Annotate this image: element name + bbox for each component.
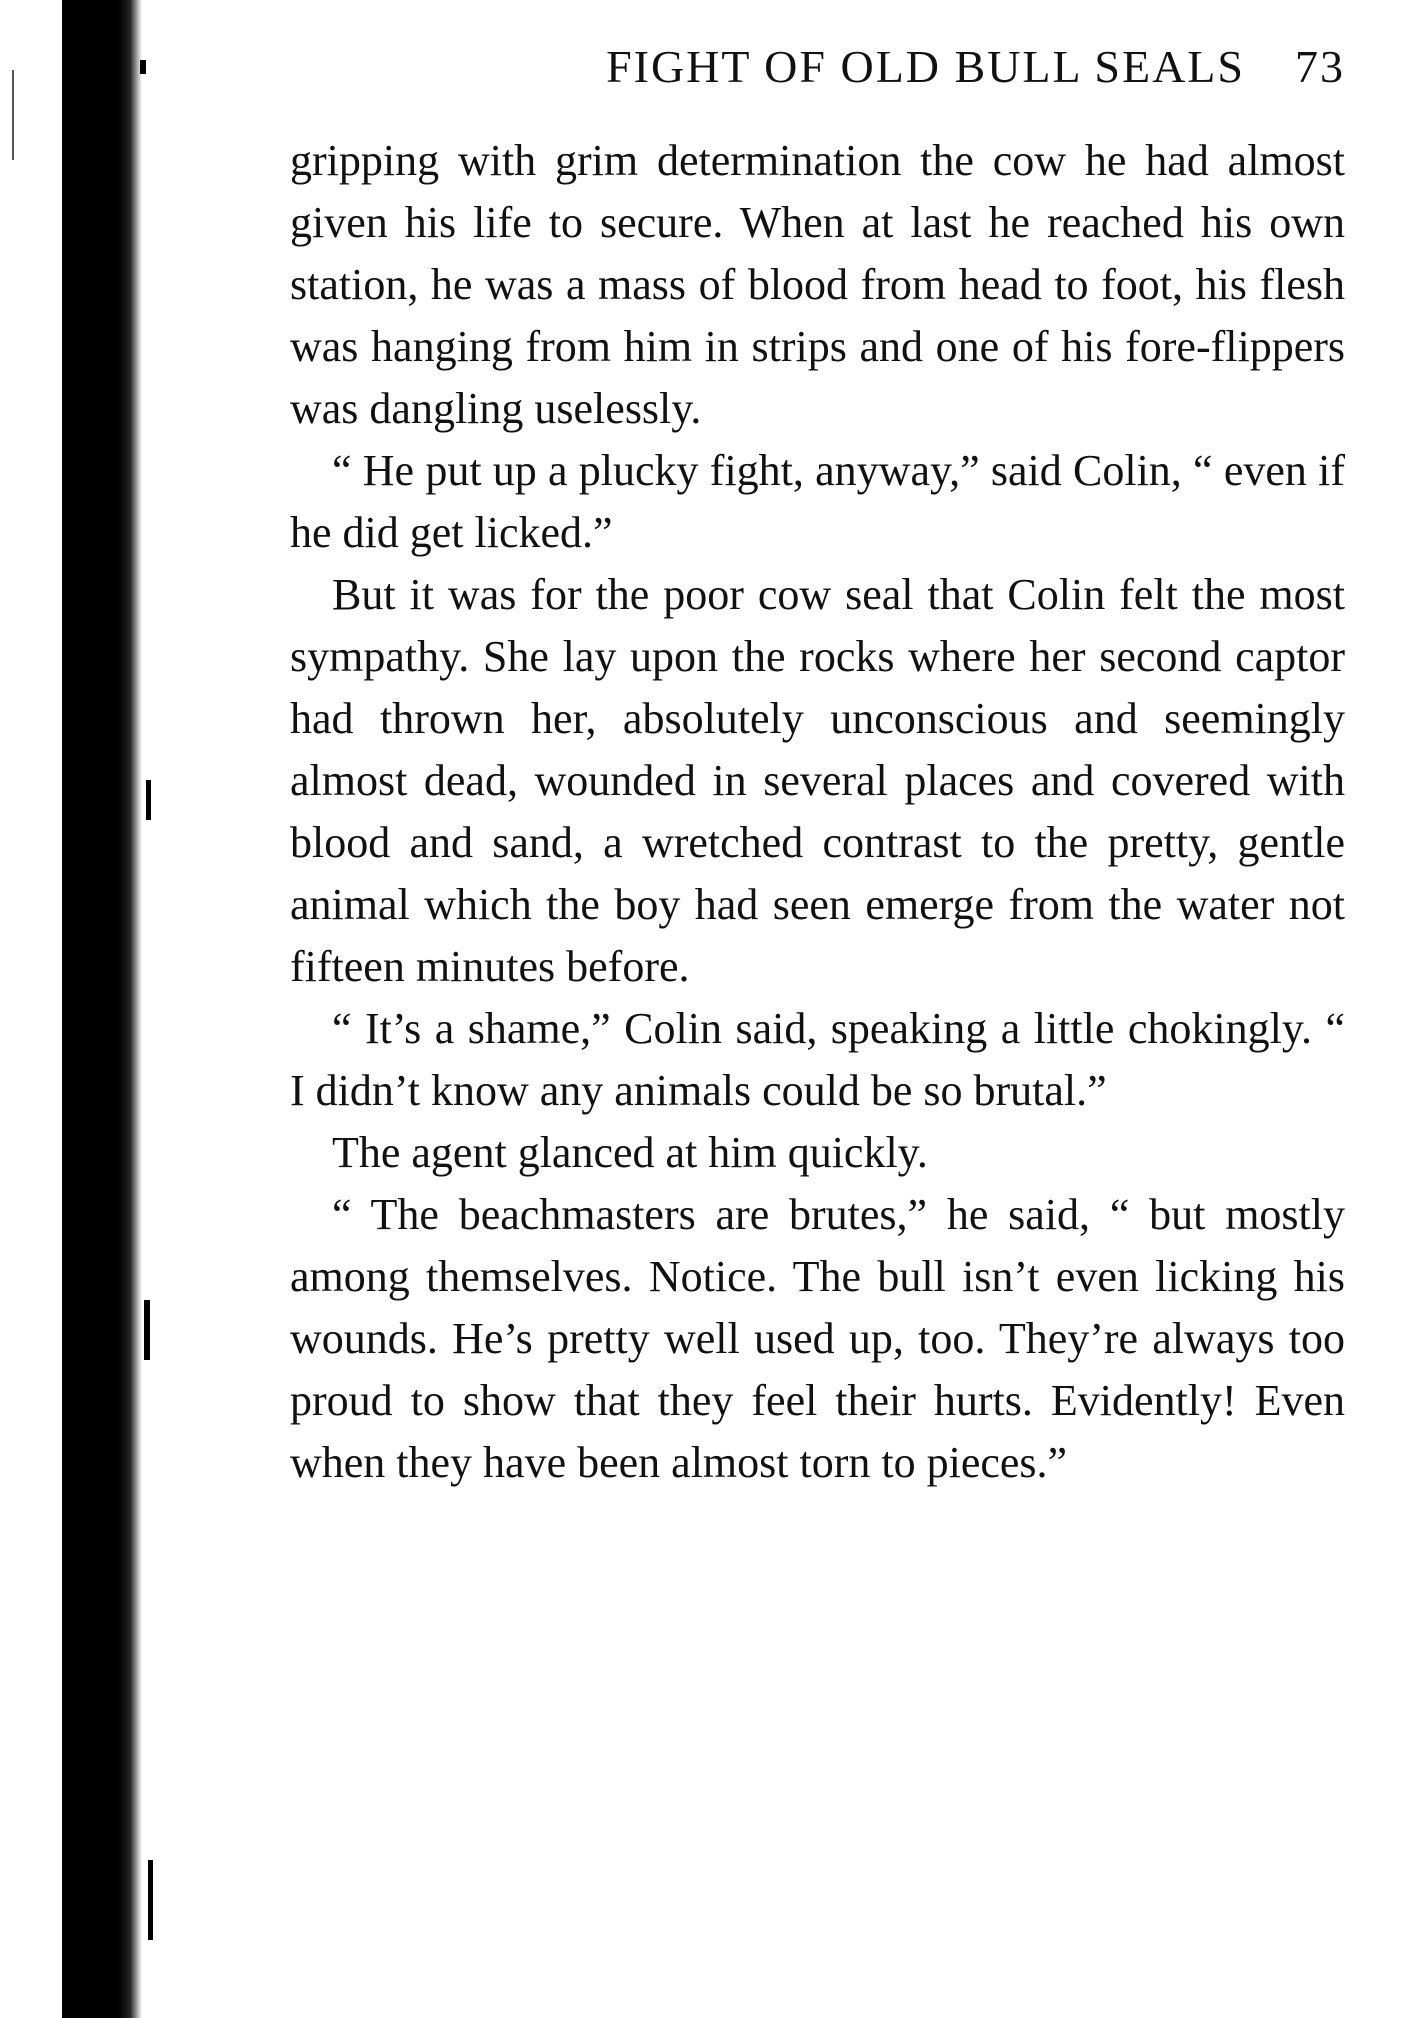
binding-shadow	[62, 0, 142, 2018]
paragraph: But it was for the poor cow seal that Colin felt the most sympathy. She lay upon the rocks where her second captor had thrown her, absolutely unconscious and seemingly almost dead, wounded in several places and covered with blood and sand, a wretched contrast to the pretty, gentle animal which the boy had seen emerge from the water not fifteen minutes before.	[290, 570, 1345, 991]
page-edge-mark	[12, 70, 14, 160]
paragraph: “ The beachmasters are brutes,” he said, “ but mostly among themselves. Notice. The bull isn’t even licking his wounds. He’s pretty well used up, too. They’re always too proud to show that they feel their hurts. Evidently! Even when they have been almost torn to pieces.”	[290, 1190, 1345, 1487]
binding-speck	[146, 780, 151, 820]
binding-speck	[140, 60, 146, 74]
paragraph: “ It’s a shame,” Colin said, speaking a little chokingly. “ I didn’t know any animals could be so brutal.”	[290, 1004, 1345, 1115]
binding-speck	[148, 1860, 153, 1940]
running-head	[290, 40, 1345, 130]
paragraph: The agent glanced at him quickly.	[332, 1128, 928, 1177]
binding-speck	[144, 1300, 150, 1360]
page-number: 73	[1295, 41, 1345, 92]
running-title: FIGHT OF OLD BULL SEALS	[606, 41, 1245, 92]
paragraph: gripping with grim determination the cow he had almost given his life to secure. When at last he reached his own station, he was a mass of blood from head to foot, his flesh was hanging from him in strips and one of his fore-flippers was dangling uselessly.	[290, 136, 1345, 433]
book-page	[290, 40, 1345, 1494]
paragraph: “ He put up a plucky fight, anyway,” said Colin, “ even if he did get licked.”	[290, 446, 1345, 557]
